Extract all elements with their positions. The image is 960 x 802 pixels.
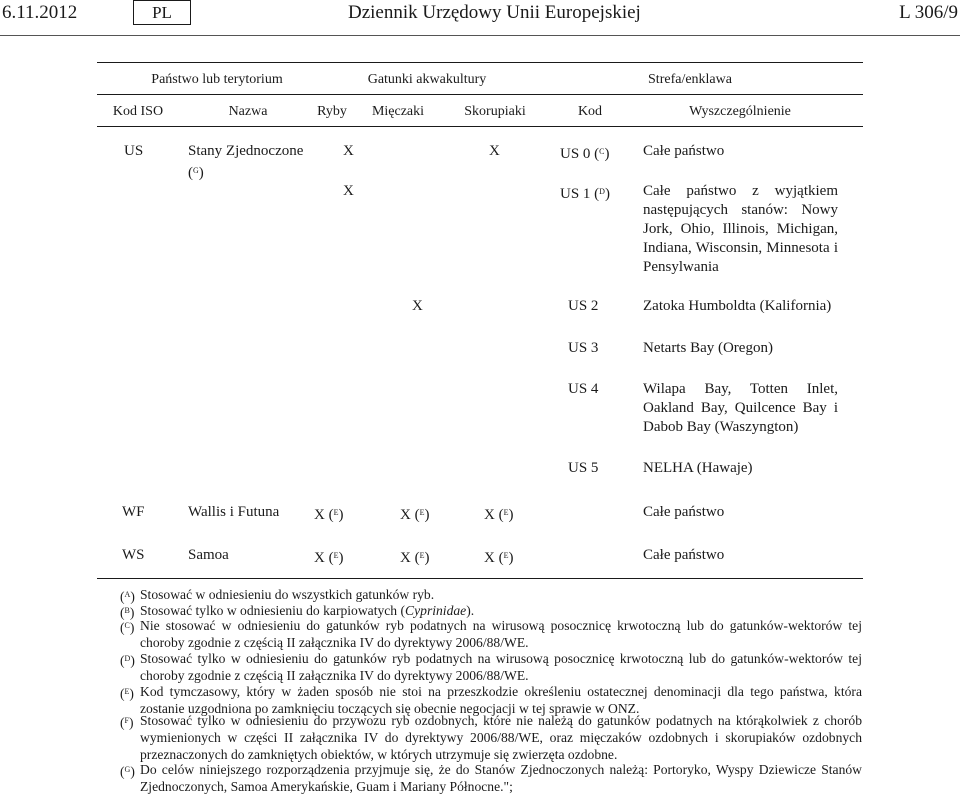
cell-molluscs — [400, 546, 429, 568]
footnote-letter: A — [124, 590, 131, 599]
footnote-c — [120, 617, 862, 651]
footnote-letter: E — [124, 687, 130, 696]
group-header-country: Państwo lub terytorium — [151, 72, 283, 87]
footnote-letter: F — [124, 716, 129, 725]
cell-fish-close: ) — [338, 550, 344, 566]
cell-code: US 2 — [568, 298, 599, 314]
footnote-ref: E — [333, 508, 339, 517]
cell-crustaceans — [484, 546, 513, 568]
footnote-text: Do celów niniejszego rozporządzenia przyjmuje się, że do Stanów Zjednoczonych należą: Portoryko, Wyspy Dziewicze Stanów Zjednoczonych, Samoa Amerykańskie, Guam i Mariany Północne."; — [140, 762, 862, 794]
cell-desc: Całe państwo — [643, 504, 725, 520]
cell-desc: Całe państwo — [643, 547, 725, 563]
footnote-mark: ($^E$) — [120, 686, 134, 701]
cell-code: US 5 — [568, 460, 599, 476]
cell-molluscs — [400, 503, 429, 525]
cell-crustaceans-close: ) — [508, 507, 514, 523]
footnote-mark: ($^F$) — [120, 715, 134, 730]
cell-code: US 4 — [568, 381, 599, 397]
footnote-mark: ($^G$) — [120, 764, 135, 779]
footnote-mark: ($^C$) — [120, 620, 135, 635]
col-header-crustaceans: Skorupiaki — [464, 104, 526, 119]
cell-iso: WS — [122, 547, 145, 563]
footnote-text-before: Stosować tylko w odniesieniu do karpiowatych ( — [140, 603, 406, 618]
cell-crustaceans-text: X ( — [484, 550, 504, 566]
cell-desc: Netarts Bay (Oregon) — [643, 340, 773, 356]
footnote-d — [120, 650, 862, 684]
cell-code-text: US 1 ( — [560, 186, 600, 202]
cell-molluscs-text: X ( — [400, 507, 420, 523]
header-divider — [0, 35, 960, 36]
cell-fish-text: X ( — [314, 550, 334, 566]
cell-name — [188, 142, 308, 183]
cell-code-text: US 0 ( — [560, 146, 600, 162]
cell-code: US 3 — [568, 340, 599, 356]
cell-crustaceans: X — [489, 143, 500, 159]
cell-desc: Całe państwo z wyjątkiem następujących stanów: Nowy Jork, Ohio, Illinois, Michigan, Indiana, Wisconsin, Minnesota i Pensylwania — [643, 183, 838, 275]
cell-code-close: ) — [604, 146, 610, 162]
col-header-molluscs: Mięczaki — [371, 104, 425, 119]
footnote-text-italic: Cyprinidae — [405, 603, 467, 618]
cell-name: Wallis i Futuna — [188, 504, 280, 520]
footnote-ref: E — [503, 551, 509, 560]
cell-molluscs-close: ) — [424, 507, 430, 523]
cell-iso: WF — [122, 504, 145, 520]
col-header-rule — [97, 126, 863, 127]
group-header-species: Gatunki akwakultury — [367, 72, 487, 87]
footnote-ref: E — [419, 508, 425, 517]
cell-fish — [314, 546, 343, 568]
footnote-text: Kod tymczasowy, który w żaden sposób nie stoi na przeszkodzie określeniu ostatecznej denominacji dla tego państwa, która zostanie uzgodniona po zamknięciu toczących się obecnie negocjacji w tej sprawie w ONZ. — [140, 684, 862, 716]
footnote-ref: C — [599, 147, 605, 156]
cell-fish — [314, 503, 343, 525]
footnote-ref: E — [503, 508, 509, 517]
cell-molluscs-text: X ( — [400, 550, 420, 566]
cell-crustaceans-close: ) — [508, 550, 514, 566]
col-header-name: Nazwa — [228, 104, 268, 119]
footnote-text: Stosować tylko w odniesieniu do gatunków ryb podatnych na wirusową posocznicę krwotoczną lub do gatunków-wektorów tej choroby zgodnie z częścią II załącznika IV do dyrektywy 2006/88/WE. — [140, 651, 862, 683]
language-badge: PL — [133, 0, 191, 25]
cell-desc: Zatoka Humboldta (Kalifornia) — [643, 298, 832, 314]
footnote-text: Stosować tylko w odniesieniu do przywozu ryb ozdobnych, które nie należą do gatunków podatnych na którąkolwiek z chorób wymienionych w części II załącznika IV do dyrektywy 2006/88/WE, oraz mięczaków ozdobnych i skorupiaków ozdobnych przeznaczonych do zamkniętych obiektów, w których utrzymuje się zwierzęta ozdobne. — [140, 713, 862, 762]
cell-name-close: ) — [198, 165, 204, 181]
footnote-a — [120, 586, 862, 603]
footnote-g — [120, 761, 862, 795]
footnote-letter: B — [124, 606, 130, 615]
cell-fish-text: X ( — [314, 507, 334, 523]
cell-name-text: Stany Zjednoczone ( — [188, 143, 304, 181]
group-header-zone: Strefa/enklawa — [648, 72, 732, 87]
cell-molluscs: X — [412, 298, 423, 314]
cell-code — [560, 142, 610, 164]
col-header-desc: Wyszczególnienie — [689, 104, 791, 119]
footnote-letter: G — [124, 765, 131, 774]
footnote-letter: D — [124, 654, 131, 663]
cell-code-close: ) — [604, 186, 610, 202]
footnote-f — [120, 712, 862, 763]
cell-molluscs-close: ) — [424, 550, 430, 566]
cell-fish-close: ) — [338, 507, 344, 523]
footnote-mark: ($^D$) — [120, 653, 135, 668]
footnote-mark: ($^A$) — [120, 589, 135, 604]
table-top-rule — [97, 62, 863, 63]
cell-desc: NELHA (Hawaje) — [643, 460, 753, 476]
footnote-ref: G — [193, 166, 199, 175]
cell-name: Samoa — [188, 547, 229, 563]
col-header-fish: Ryby — [317, 104, 347, 119]
page-reference: L 306/9 — [899, 2, 958, 23]
table-bottom-rule — [97, 578, 863, 579]
page-header — [0, 0, 960, 32]
group-header-rule — [97, 94, 863, 95]
footnote-ref: D — [599, 187, 605, 196]
publication-date: 6.11.2012 — [2, 2, 78, 23]
footnote-ref: E — [419, 551, 425, 560]
cell-crustaceans-text: X ( — [484, 507, 504, 523]
cell-crustaceans — [484, 503, 513, 525]
cell-fish: X — [343, 143, 354, 159]
journal-title: Dziennik Urzędowy Unii Europejskiej — [348, 2, 641, 23]
cell-fish: X — [343, 183, 354, 199]
col-header-code: Kod — [577, 104, 603, 119]
footnote-text-after: ). — [466, 603, 475, 618]
cell-code — [560, 182, 610, 204]
cell-desc: Całe państwo — [643, 143, 725, 159]
footnote-mark: ($^B$) — [120, 605, 135, 620]
footnote-letter: C — [124, 621, 130, 630]
footnote-ref: E — [333, 551, 339, 560]
cell-desc: Wilapa Bay, Totten Inlet, Oakland Bay, Quilcence Bay i Dabob Bay (Waszyngton) — [643, 381, 838, 435]
footnote-text: Nie stosować w odniesieniu do gatunków ryb podatnych na wirusową posocznicę krwotoczną lub do gatunków-wektorów tej choroby zgodnie z częścią II załącznika IV do dyrektywy 2006/88/WE. — [140, 618, 862, 650]
footnote-text: Stosować w odniesieniu do wszystkich gatunków ryb. — [140, 587, 435, 602]
cell-iso: US — [124, 143, 144, 159]
col-header-iso: Kod ISO — [112, 104, 164, 119]
